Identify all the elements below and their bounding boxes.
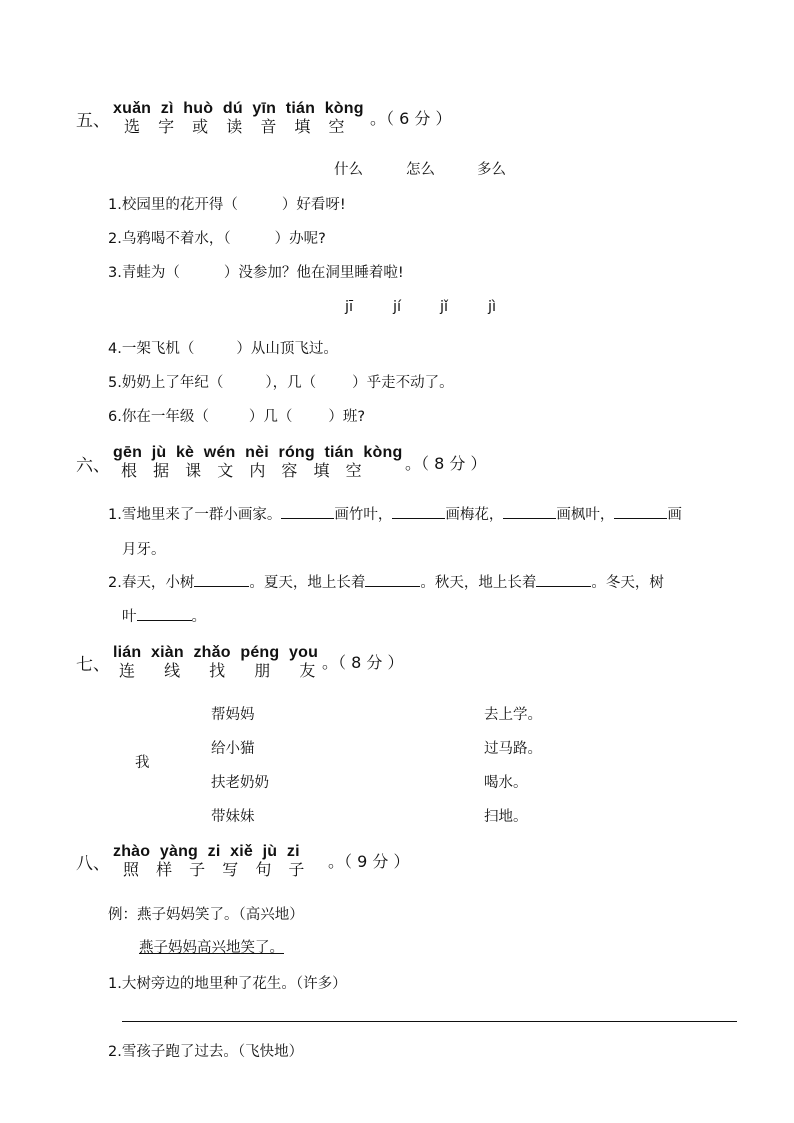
question-item: 2.雪孩子跑了过去。（飞快地） xyxy=(108,1044,304,1060)
question-text: 3.青蛙为（ xyxy=(108,265,180,281)
section-8-title: 照 样 子 写 句 子 xyxy=(123,860,305,879)
question-text: ）没参加？他在洞里睡着啦! xyxy=(223,265,404,281)
question-text: ）班? xyxy=(328,409,366,425)
question-item xyxy=(108,371,454,392)
left-phrase[interactable]: 帮妈妈 xyxy=(211,707,255,723)
question-text: 1.校园里的花开得（ xyxy=(108,197,238,213)
question-text: 2.春天，小树 xyxy=(108,575,195,591)
question-text: 。 xyxy=(191,609,206,625)
section-6-number: 六、 xyxy=(76,456,110,476)
example-answer: 燕子妈妈高兴地笑了。 xyxy=(139,940,284,956)
question-item xyxy=(108,193,346,214)
left-phrase[interactable]: 给小猫 xyxy=(211,741,255,757)
answer-blank[interactable] xyxy=(365,572,420,587)
question-text: ），几（ xyxy=(265,375,317,391)
section-8-number: 八、 xyxy=(76,854,110,874)
question-text: 画枫叶， xyxy=(556,507,615,523)
question-text: ）乎走不动了。 xyxy=(352,375,454,391)
question-item xyxy=(108,227,326,248)
question-text: 5.奶奶上了年纪（ xyxy=(108,375,224,391)
section-6-pinyin: gēn jù kè wén nèi róng tián kòng xyxy=(113,444,403,461)
section-5-pinyin: xuǎn zì huò dú yīn tián kòng xyxy=(113,100,364,117)
question-text: 1.雪地里来了一群小画家。 xyxy=(108,507,282,523)
question-text: 月牙。 xyxy=(122,542,166,558)
question-text: ）办呢? xyxy=(274,231,326,247)
question-text: 2.乌鸦喝不着水，（ xyxy=(108,231,231,247)
section-8-pinyin: zhào yàng zi xiě jù zi xyxy=(113,843,300,860)
question-text: 。夏天，地上长着 xyxy=(249,575,366,591)
section-6-title: 根 据 课 文 内 容 填 空 xyxy=(121,461,362,480)
tone-option: jǐ xyxy=(440,299,449,315)
section-7-title: 连 线 找 朋 友 xyxy=(119,661,316,680)
answer-blank[interactable] xyxy=(194,572,249,587)
section-5-number: 五、 xyxy=(76,111,110,131)
question-item: 1.大树旁边的地里种了花生。（许多） xyxy=(108,976,347,992)
word-option: 怎么 xyxy=(406,162,435,178)
answer-blank[interactable] xyxy=(503,504,556,519)
right-phrase[interactable]: 过马路。 xyxy=(484,741,542,757)
section-5-score: 。（ 6 分 ） xyxy=(370,109,452,128)
section-6-score: 。（ 8 分 ） xyxy=(405,454,487,473)
answer-blank[interactable] xyxy=(536,572,591,587)
question-text: 画 xyxy=(667,507,682,523)
word-option: 多么 xyxy=(477,162,506,178)
section-7-pinyin: lián xiàn zhǎo péng you xyxy=(113,644,319,661)
subject-word: 我 xyxy=(135,755,150,771)
question-text: 画梅花， xyxy=(445,507,504,523)
question-text: 。冬天，树 xyxy=(591,575,664,591)
word-option: 什么 xyxy=(334,162,363,178)
question-item xyxy=(108,503,682,524)
question-text: 画竹叶， xyxy=(334,507,393,523)
question-text: 叶 xyxy=(122,609,137,625)
answer-blank[interactable] xyxy=(392,504,445,519)
answer-blank[interactable] xyxy=(281,504,334,519)
answer-blank[interactable] xyxy=(137,606,192,621)
left-phrase[interactable]: 带妹妹 xyxy=(211,809,255,825)
question-text: 6.你在一年级（ xyxy=(108,409,209,425)
question-item xyxy=(108,571,664,592)
right-phrase[interactable]: 扫地。 xyxy=(484,809,528,825)
tone-option: jí xyxy=(393,299,402,315)
tone-option: jī xyxy=(345,299,354,315)
question-text: ）几（ xyxy=(248,409,293,425)
question-item xyxy=(108,337,338,358)
answer-line[interactable] xyxy=(122,1021,737,1022)
tone-option: jì xyxy=(488,299,497,315)
example-label: 例：燕子妈妈笑了。（高兴地） xyxy=(108,907,304,923)
left-phrase[interactable]: 扶老奶奶 xyxy=(211,775,269,791)
section-7-score: 。（ 8 分 ） xyxy=(322,653,404,672)
section-5-title: 选 字 或 读 音 填 空 xyxy=(124,117,345,136)
section-7-number: 七、 xyxy=(76,655,110,675)
right-phrase[interactable]: 喝水。 xyxy=(484,775,528,791)
question-text: 4.一架飞机（ xyxy=(108,341,195,357)
question-text: 。秋天，地上长着 xyxy=(420,575,537,591)
right-phrase[interactable]: 去上学。 xyxy=(484,707,542,723)
question-text: ）从山顶飞过。 xyxy=(236,341,338,357)
question-item xyxy=(122,605,206,626)
question-item xyxy=(108,405,365,426)
question-item xyxy=(108,261,404,282)
section-8-score: 。（ 9 分 ） xyxy=(328,852,410,871)
answer-blank[interactable] xyxy=(614,504,667,519)
question-text: ）好看呀! xyxy=(281,197,346,213)
